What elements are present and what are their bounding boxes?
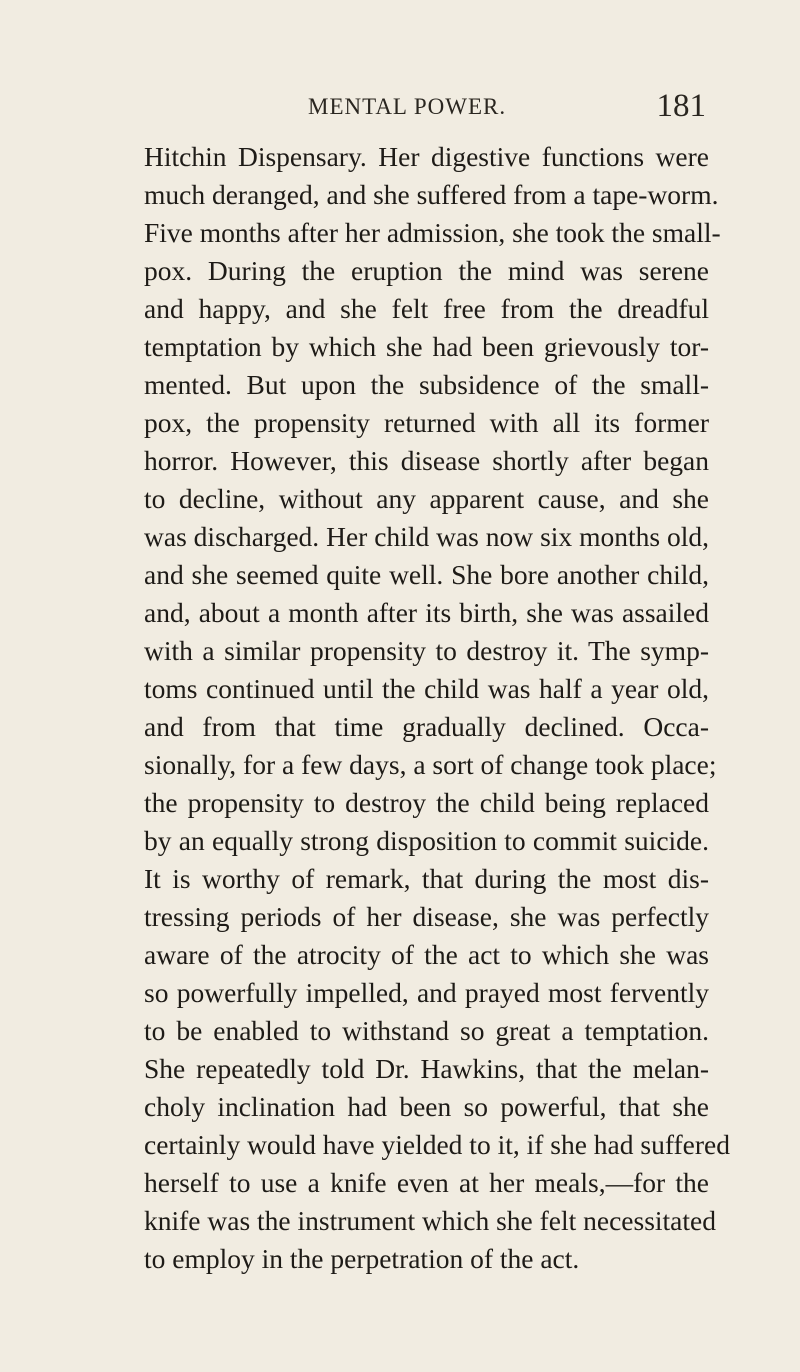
text-line: was discharged. Her child was now six months old,: [144, 521, 709, 552]
text-line: certainly would have yielded to it, if she had suffered: [144, 1129, 730, 1160]
text-line: aware of the atrocity of the act to which she was: [144, 939, 709, 970]
text-line: Hitchin Dispensary. Her digestive functions were: [144, 141, 709, 172]
text-line: choly inclination had been so powerful, that she: [144, 1091, 709, 1122]
text-line: She repeatedly told Dr. Hawkins, that the melan-: [144, 1053, 709, 1084]
text-line: so powerfully impelled, and prayed most fervently: [144, 977, 709, 1008]
text-line: pox. During the eruption the mind was serene: [144, 255, 709, 286]
text-line: herself to use a knife even at her meals,—for the: [144, 1167, 709, 1198]
text-line: and, about a month after its birth, she was assailed: [144, 597, 709, 628]
text-line: knife was the instrument which she felt necessitated: [144, 1205, 716, 1236]
running-title: MENTAL POWER.: [308, 94, 507, 119]
text-line: pox, the propensity returned with all its former: [144, 407, 709, 438]
running-head: [280, 88, 706, 128]
text-line: to employ in the perpetration of the act.: [144, 1243, 580, 1274]
text-line: tressing periods of her disease, she was perfectly: [144, 901, 709, 932]
text-line: and from that time gradually declined. Occa-: [144, 711, 709, 742]
text-line: and happy, and she felt free from the dreadful: [144, 293, 709, 324]
text-line: by an equally strong disposition to commit suicide.: [144, 825, 709, 856]
text-line: Five months after her admission, she took the small-: [144, 217, 721, 248]
text-line: It is worthy of remark, that during the most dis-: [144, 863, 709, 894]
text-line: the propensity to destroy the child being replaced: [144, 787, 709, 818]
text-line: much deranged, and she suffered from a tape-worm.: [144, 179, 719, 210]
text-line: sionally, for a few days, a sort of change took place;: [144, 749, 717, 780]
text-line: to be enabled to withstand so great a temptation.: [144, 1015, 709, 1046]
text-line: mented. But upon the subsidence of the small-: [144, 369, 709, 400]
text-line: horror. However, this disease shortly after began: [144, 445, 709, 476]
page-number: 181: [656, 88, 706, 124]
text-line: to decline, without any apparent cause, and she: [144, 483, 709, 514]
text-line: and she seemed quite well. She bore another child,: [144, 559, 709, 590]
text-line: temptation by which she had been grievously tor-: [144, 331, 709, 362]
text-line: toms continued until the child was half a year old,: [144, 673, 709, 704]
text-line: with a similar propensity to destroy it. The symp-: [144, 635, 709, 666]
